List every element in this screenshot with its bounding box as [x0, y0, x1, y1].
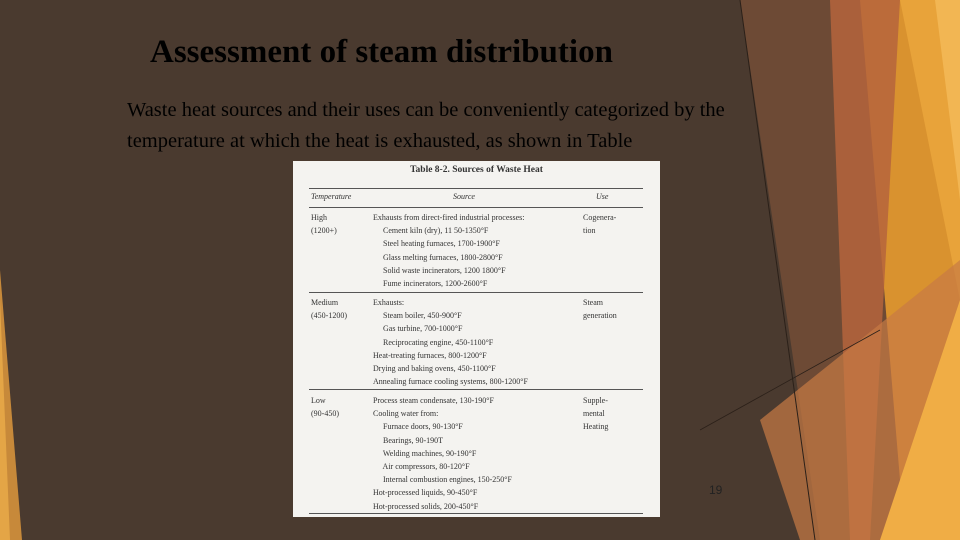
group-high-sources: Exhausts from direct-fired industrial processes: Cement kiln (dry), 11 50-1350°F Steel heating furnaces, 1700-1900°F Glass melting furnaces, 1800-2800°F Solid waste incinerators, 1200 1800°F Fume incinerators, 1200-2600°F	[373, 213, 525, 289]
header-temperature: Temperature	[311, 192, 352, 201]
table-rule	[309, 389, 643, 390]
table-rule	[309, 207, 643, 208]
group-low-temperature: Low (90-450)	[311, 396, 339, 419]
group-low-sources: Process steam condensate, 130-190°F Cooling water from: Furnace doors, 90-130°F Bearings, 90-190T Welding machines, 90-190°F Air compressors, 80-120°F Internal combustion engines, 150-250°F Hot-processed liquids, 90-450°F Hot-processed solids, 200-450°F	[373, 396, 512, 511]
table-rule	[309, 188, 643, 189]
group-low-use: Supple- mental Heating	[583, 396, 609, 432]
header-use: Use	[596, 192, 609, 201]
group-medium-temperature: Medium (450-1200)	[311, 298, 347, 321]
table-rule	[309, 513, 643, 514]
group-medium-use: Steam generation	[583, 298, 617, 321]
table-rule	[309, 292, 643, 293]
page-number: 19	[709, 483, 723, 497]
page-title: Assessment of steam distribution	[150, 34, 613, 70]
group-high-use: Cogenera- tion	[583, 213, 617, 236]
group-high-temperature: High (1200+)	[311, 213, 337, 236]
header-source: Source	[453, 192, 475, 201]
table-caption: Table 8-2. Sources of Waste Heat	[410, 165, 543, 175]
waste-heat-table	[293, 161, 660, 517]
group-medium-sources: Exhausts: Steam boiler, 450-900°F Gas turbine, 700-1000°F Reciprocating engine, 450-1100°F Heat-treating furnaces, 800-1200°F Drying and baking ovens, 450-1100°F Annealing furnace cooling systems, 800-1200°F	[373, 298, 528, 387]
slide-body-text: Waste heat sources and their uses can be conveniently categorized by the temperature at which the heat is exhausted, as shown in Table	[127, 99, 725, 152]
